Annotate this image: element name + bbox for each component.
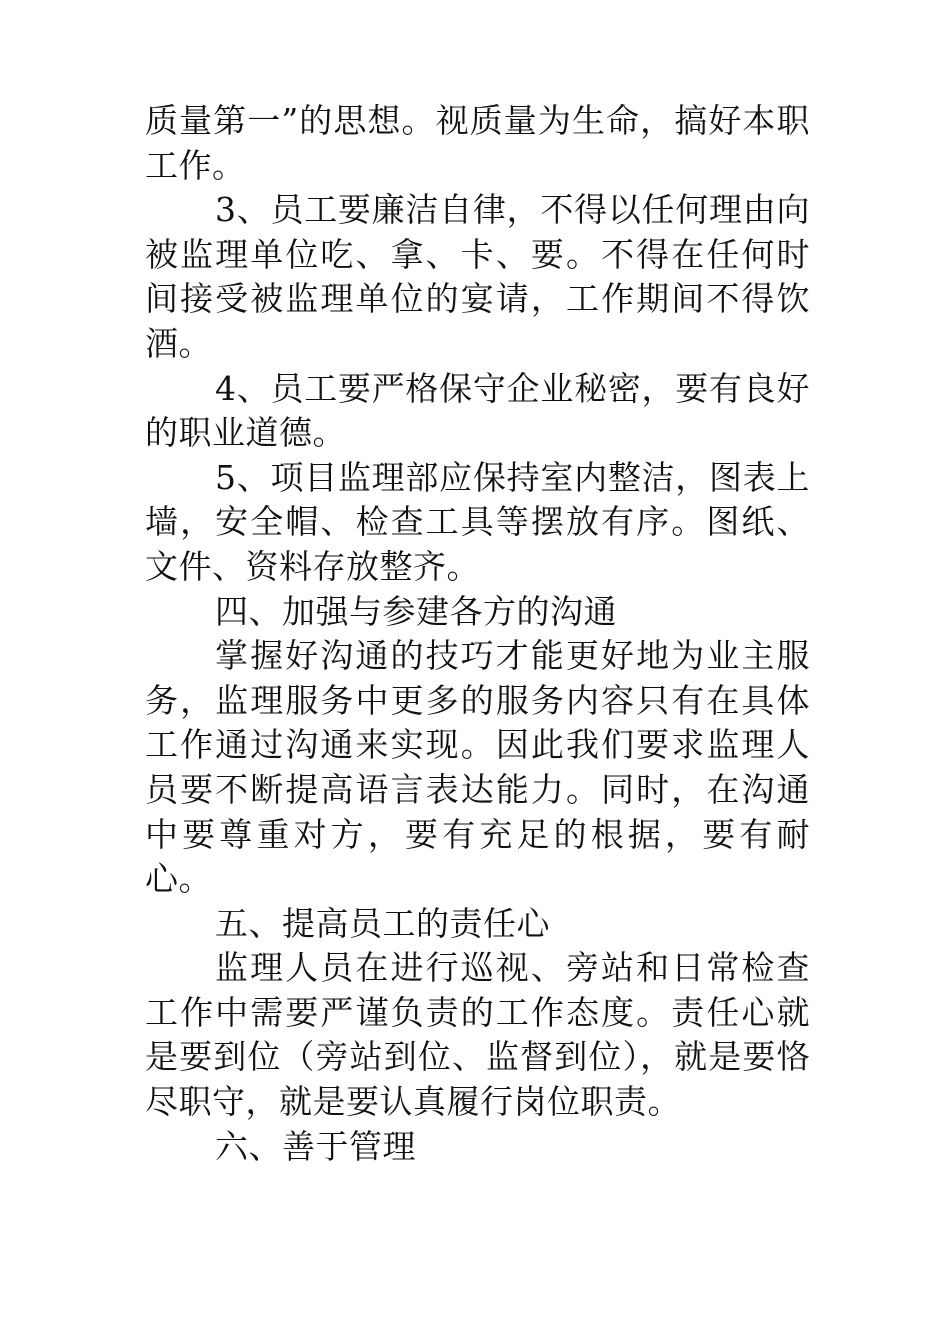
- paragraph-quality-continued: 质量第一”的思想。视质量为生命，搞好本职工作。: [145, 101, 810, 185]
- paragraph-item-3-integrity: 3、员工要廉洁自律，不得以任何理由向被监理单位吃、拿、卡、要。不得在任何时间接受被监理单位的宴请，工作期间不得饮酒。: [145, 190, 810, 363]
- paragraph-item-4-confidentiality: 4、员工要严格保守企业秘密，要有良好的职业道德。: [145, 368, 810, 453]
- paragraph-item-5-office-order: 5、项目监理部应保持室内整洁，图表上墙，安全帽、检查工具等摆放有序。图纸、文件、资料存放整齐。: [145, 457, 810, 586]
- paragraph-responsibility: 监理人员在进行巡视、旁站和日常检查工作中需要严谨负责的工作态度。责任心就是要到位（旁站到位、监督到位），就是要恪尽职守，就是要认真履行岗位职责。: [145, 948, 810, 1122]
- paragraph-communication: 掌握好沟通的技巧才能更好地为业主服务，监理服务中更多的服务内容只有在具体工作通过沟通来实现。因此我们要求监理人员要不断提高语言表达能力。同时，在沟通中要尊重对方，要有充足的根据，要有耐心。: [145, 636, 810, 899]
- section-heading-responsibility: 五、提高员工的责任心: [215, 903, 550, 943]
- section-heading-communication: 四、加强与参建各方的沟通: [215, 591, 617, 631]
- section-heading-management: 六、善于管理: [215, 1126, 416, 1166]
- document-body: [145, 99, 810, 1169]
